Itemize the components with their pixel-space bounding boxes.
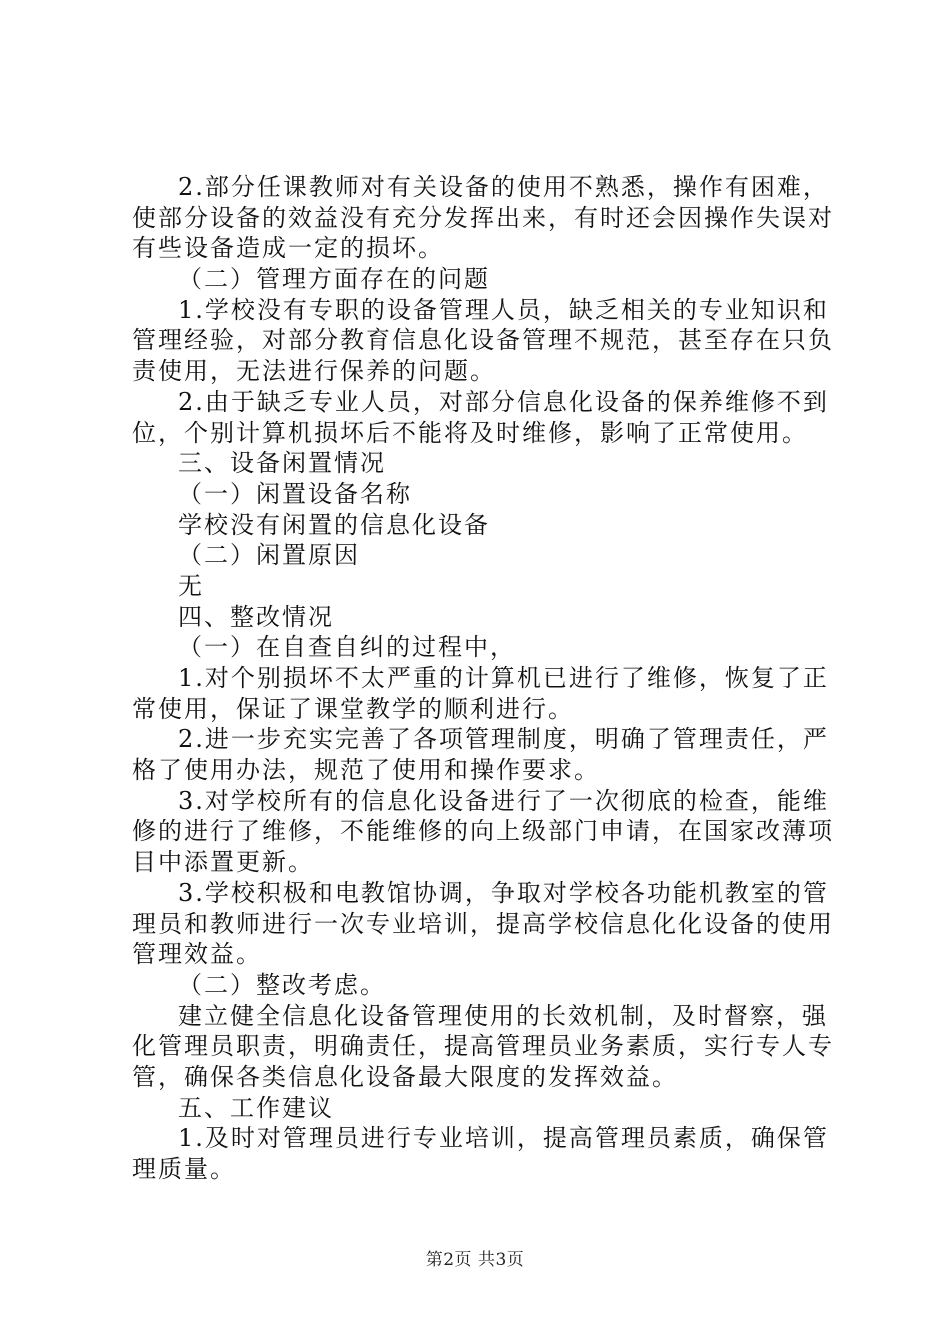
paragraph-line: 理员和教师进行一次专业培训，提高学校信息化化设备的使用 (132, 909, 834, 938)
section-heading: 四、整改情况 (178, 602, 334, 631)
section-heading: 三、设备闲置情况 (178, 449, 386, 478)
paragraph-line: 管，确保各类信息化设备最大限度的发挥效益。 (132, 1062, 678, 1091)
paragraph-line: 1.学校没有专职的设备管理人员，缺乏相关的专业知识和 (178, 295, 829, 324)
paragraph-line: 无 (178, 571, 204, 600)
section-heading: （二）整改考虑。 (178, 970, 386, 999)
paragraph-line: 使部分设备的效益没有充分发挥出来，有时还会因操作失误对 (132, 203, 834, 232)
document-body (132, 172, 834, 1185)
paragraph-line: 理质量。 (132, 1155, 236, 1183)
paragraph-line: 建立健全信息化设备管理使用的长效机制，及时督察，强 (178, 1001, 828, 1030)
section-heading: （一）在自查自纠的过程中， (178, 633, 516, 662)
paragraph-line: 2.部分任课教师对有关设备的使用不熟悉，操作有困难， (178, 173, 829, 201)
paragraph-line: 目中添置更新。 (132, 848, 314, 877)
paragraph-line: 2.由于缺乏专业人员，对部分信息化设备的保养维修不到 (178, 387, 829, 416)
paragraph-line: 化管理员职责，明确责任，提高管理员业务素质，实行专人专 (132, 1032, 834, 1061)
section-heading: （二）闲置原因 (178, 541, 360, 570)
paragraph-line: 管理经验，对部分教育信息化设备管理不规范，甚至存在只负 (132, 326, 834, 355)
paragraph-line: 有些设备造成一定的损坏。 (132, 234, 444, 263)
paragraph-line: 学校没有闲置的信息化设备 (178, 510, 490, 539)
paragraph-line: 格了使用办法，规范了使用和操作要求。 (132, 756, 600, 785)
paragraph-line: 3.对学校所有的信息化设备进行了一次彻底的检查，能维 (178, 786, 829, 815)
paragraph-line: 管理效益。 (132, 940, 262, 969)
paragraph-line: 责使用，无法进行保养的问题。 (132, 357, 496, 386)
paragraph-line: 2.进一步充实完善了各项管理制度，明确了管理责任，严 (178, 725, 829, 754)
section-heading: （一）闲置设备名称 (178, 479, 412, 508)
paragraph-line: 1.对个别损坏不太严重的计算机已进行了维修，恢复了正 (178, 664, 829, 692)
paragraph-line: 修的进行了维修，不能维修的向上级部门申请，在国家改薄项 (132, 817, 834, 846)
section-heading: 五、工作建议 (178, 1093, 334, 1122)
paragraph-line: 3.学校积极和电教馆协调，争取对学校各功能机教室的管 (178, 878, 829, 907)
paragraph-line: 位，个别计算机损坏后不能将及时维修，影响了正常使用。 (132, 418, 808, 447)
page-number-footer: 第2页 共3页 (425, 1250, 525, 1270)
section-heading: （二）管理方面存在的问题 (178, 265, 490, 294)
paragraph-line: 常使用，保证了课堂教学的顺利进行。 (132, 694, 574, 723)
paragraph-line: 1.及时对管理员进行专业培训，提高管理员素质，确保管 (178, 1124, 829, 1153)
